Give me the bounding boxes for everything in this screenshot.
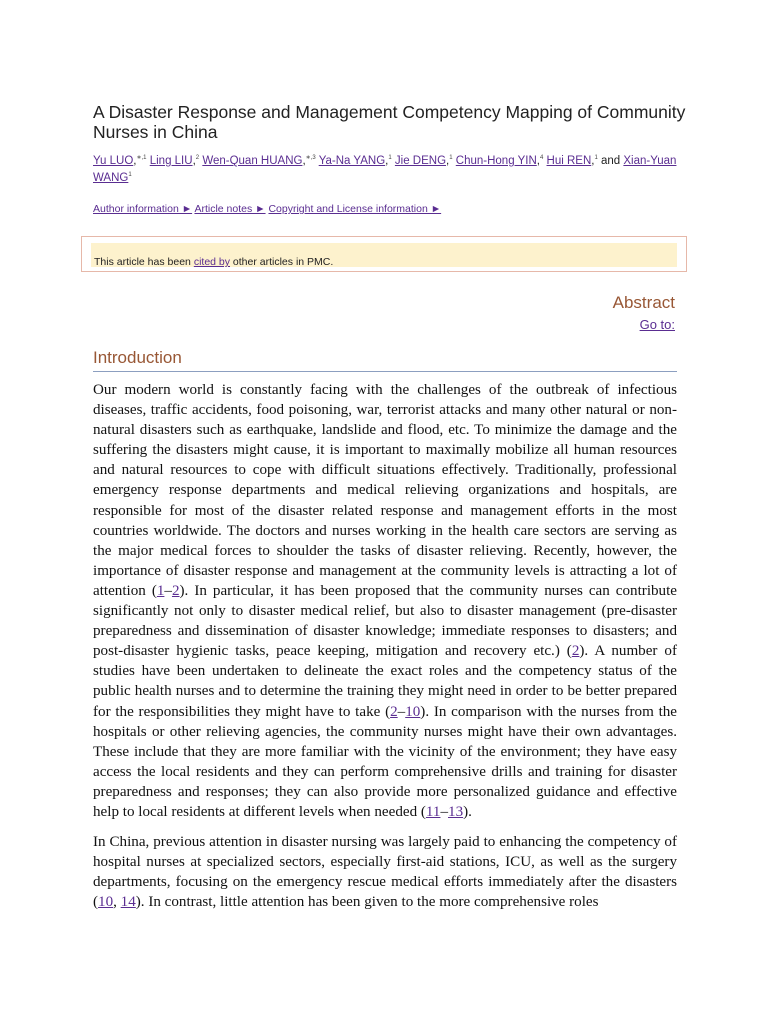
affiliation-marker: 1 — [128, 172, 132, 179]
abstract-heading: Abstract — [612, 293, 675, 312]
citation-link[interactable]: 2 — [390, 703, 398, 720]
copyright-license-link[interactable]: Copyright and License information ► — [268, 203, 442, 215]
author-link[interactable]: Xian-Yuan WANG — [93, 154, 677, 185]
and-word: and — [597, 154, 624, 167]
author-separator: , — [192, 154, 196, 167]
go-to-link[interactable]: Go to: — [639, 317, 675, 332]
cited-by-text — [94, 256, 333, 268]
author-separator: , — [591, 154, 595, 167]
citation-link[interactable]: 13 — [448, 803, 464, 820]
article-notes-link[interactable]: Article notes ► — [194, 203, 266, 215]
author-link[interactable]: Ling LIU — [149, 154, 193, 167]
citation-link[interactable]: 2 — [171, 582, 180, 599]
author-link[interactable]: Hui REN — [546, 154, 592, 167]
author-link[interactable]: Jie DENG — [394, 154, 447, 167]
affiliation-marker: 1 — [388, 155, 392, 161]
affiliation-marker: 1 — [594, 155, 598, 161]
introduction-heading: Introduction — [93, 348, 677, 372]
author-separator: , — [446, 154, 450, 167]
cited-by-prefix: This article has been — [94, 256, 194, 268]
author-link[interactable]: Chun-Hong YIN — [455, 154, 537, 167]
citation-link[interactable]: 10 — [405, 703, 421, 720]
affiliation-marker: ∗,3 — [305, 155, 316, 161]
affiliation-marker: 4 — [539, 155, 544, 161]
author-separator: , — [133, 154, 137, 167]
citation-link[interactable]: 2 — [571, 643, 580, 660]
info-links — [93, 203, 441, 215]
author-link[interactable]: Ya-Na YANG — [318, 154, 386, 167]
cited-by-suffix: other articles in PMC. — [230, 256, 334, 268]
citation-link[interactable]: 10 — [98, 894, 114, 911]
author-list — [93, 151, 683, 186]
author-link[interactable]: Yu LUO — [93, 154, 134, 167]
author-separator: , — [302, 154, 306, 167]
cited-by-notice-background — [91, 243, 677, 267]
citation-link[interactable]: 1 — [156, 582, 165, 599]
article-body — [93, 380, 677, 922]
article-title: A Disaster Response and Management Competency Mapping of Community Nurses in China — [93, 102, 686, 142]
cited-by-link[interactable]: cited by — [193, 256, 230, 268]
author-information-link[interactable]: Author information ► — [93, 203, 193, 215]
affiliation-marker: 2 — [195, 155, 200, 161]
body-paragraph: In China, previous attention in disaster nursing was largely paid to enhancing the competency of hospital nurses at specialized sectors, especially first-aid stations, ICU, as well as the surgery departments, focusing on the emergency rescue medical efforts immediately after the disasters (10, 14). In contrast, little attention has been given to the more comprehensive roles — [93, 834, 677, 911]
citation-link[interactable]: 11 — [425, 803, 441, 820]
citation-link[interactable]: 14 — [120, 894, 136, 911]
author-separator: , — [536, 154, 540, 167]
author-separator: , — [385, 154, 389, 167]
affiliation-marker: 1 — [449, 155, 453, 161]
affiliation-marker: ∗,1 — [136, 155, 147, 161]
body-paragraph: Our modern world is constantly facing with the challenges of the outbreak of infectious diseases, traffic accidents, food poisoning, war, terrorist attacks and many other natural or non-natural disasters such as earthquake, landslide and flood, etc. To minimize the damage and the suffering the disasters might cause, it is important to maximally mobilize all human resources and natural resources to cope with difficult situations effectively. Traditionally, professional emergency response departments and medical relieving organizations and hospitals, are responsible for most of the disaster related response and management efforts in the most countries worldwide. The doctors and nurses working in the health care sectors are serving as the major medical forces to shoulder the tasks of disaster relieving. Recently, however, the importance of disaster response and management at the community levels is attracting a lot of attention (1–2). In particular, it has been proposed that the community nurses can contribute significantly not only to disaster medical relief, but also to disaster management (pre-disaster preparedness and dissemination of disaster knowledge; immediate responses to disasters; and post-disaster hygienic tasks, peace keeping, mitigation and recovery etc.) (2). A number of studies have been undertaken to delineate the exact roles and the competency status of the public health nurses and to determine the training they might need in order to be better prepared for the responsibilities they might have to take (2–10). In comparison with the nurses from the hospitals or other relieving agencies, the community nurses might have their own advantages. These include that they are more familiar with the vicinity of the environment; they have easy access the local residents and they can perform comprehensive drills and training for disaster preparedness and responses; they can also provide more personalized guidance and effective help to local residents at different levels when needed (11–13). — [93, 382, 678, 820]
author-link[interactable]: Wen-Quan HUANG — [202, 154, 303, 167]
cited-by-notice — [81, 236, 687, 272]
